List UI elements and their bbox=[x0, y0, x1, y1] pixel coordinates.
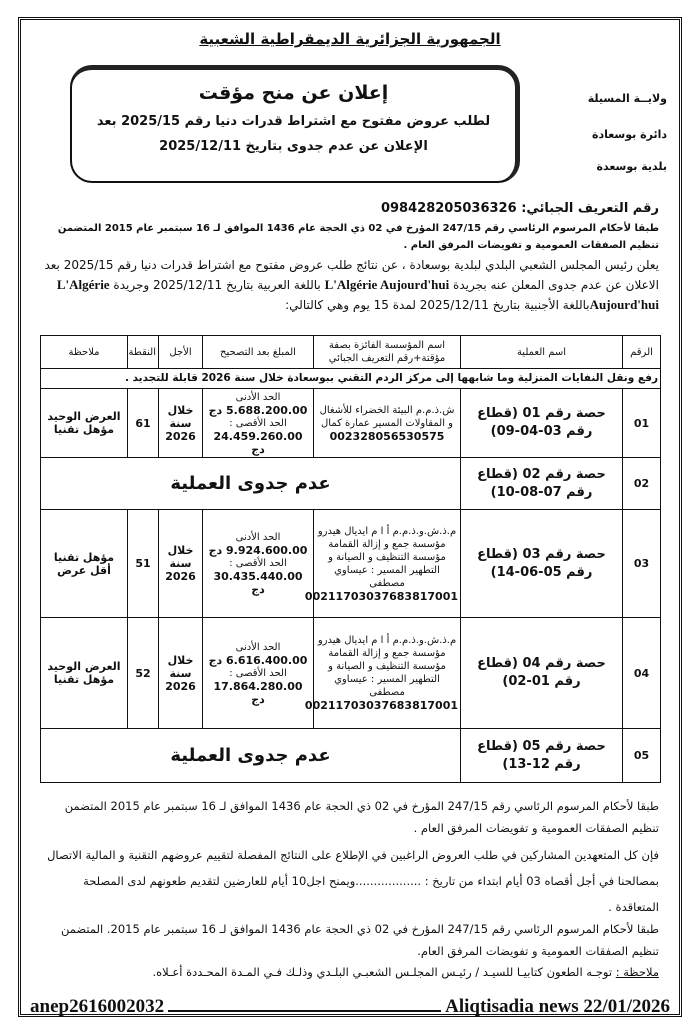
results-table bbox=[40, 335, 661, 783]
col-header-note: ملاحظة bbox=[41, 336, 128, 369]
score: 61 bbox=[128, 389, 159, 458]
col-header-number: الرقم bbox=[623, 336, 661, 369]
min-amount: 6.616.400.00 دج bbox=[208, 653, 308, 667]
table-header-row bbox=[41, 336, 661, 369]
col-header-score: النقطة bbox=[128, 336, 159, 369]
announcement-date-line: الإعلان عن عدم جدوى بتاريخ 2025/12/11 bbox=[159, 139, 428, 154]
max-amount: 17.864.280.00 دج bbox=[213, 679, 303, 706]
score: 51 bbox=[128, 510, 159, 618]
note: مؤهل تقنيا أقل عرض bbox=[41, 510, 128, 618]
daira-label: دائرة بوسعادة bbox=[591, 128, 667, 141]
max-amount: 24.459.260.00 دج bbox=[213, 429, 303, 456]
lot-name: حصة رقم 01 (قطاع رقم 03-04-09) bbox=[461, 389, 623, 458]
score: 52 bbox=[128, 618, 159, 729]
company-nif: 00211703037683817001 bbox=[304, 699, 458, 712]
row-number: 04 bbox=[623, 618, 661, 729]
max-amount: 30.435.440.00 دج bbox=[213, 570, 303, 596]
unsuccessful-label: عدم جدوى العملية bbox=[41, 729, 461, 783]
table-row bbox=[41, 510, 661, 618]
lot-name: حصة رقم 05 (قطاع رقم 12-13) bbox=[461, 729, 623, 783]
delay: خلال سنة 2026 bbox=[159, 389, 203, 458]
decree-reference: طبقا لأحكام المرسوم الرئاسي رقم 247/15 المؤرخ في 02 ذي الحجة عام 1436 الموافق لـ 16 سبتمبر عام 2015 المتضمن تنظيم الصفقات العمومية و تفويضات المرفق العام . bbox=[57, 223, 659, 251]
lot-name: حصة رقم 04 (قطاع رقم 01-02) bbox=[461, 618, 623, 729]
note-text: توجـه الطعون كتابيـا للسيـد / رئيـس المجلـس الشعبـي البلـدي وذلـك فـي المـدة المحـددة أعـلاه. bbox=[152, 965, 613, 979]
footer-divider bbox=[168, 996, 441, 1012]
lot-name: حصة رقم 02 (قطاع رقم 07-08-10) bbox=[461, 458, 623, 510]
bottom-decree-2: طبقا لأحكام المرسوم الرئاسي رقم 247/15 المؤرخ في 02 ذي الحجة عام 1436 الموافق لـ 16 سبتمبر عام 2015. المتضمن تنظيم الصفقات العمومية و تفويضات المرفق العام. bbox=[61, 922, 659, 958]
note-line bbox=[39, 964, 659, 981]
table-row bbox=[41, 389, 661, 458]
col-header-delay: الأجل bbox=[159, 336, 203, 369]
row-number: 01 bbox=[623, 389, 661, 458]
max-label: الحد الأقصى : bbox=[229, 667, 287, 679]
intro-text-3: باللغة الأجنبية بتاريخ 2025/12/11 لمدة 15 يوم وهي كالتالي: bbox=[285, 298, 590, 312]
newspaper-name: L'Algérie Aujourd'hui bbox=[56, 277, 659, 312]
bottom-decree: طبقا لأحكام المرسوم الرئاسي رقم 247/15 المؤرخ في 02 ذي الحجة عام 1436 الموافق لـ 16 سبتمبر عام 2015 المتضمن تنظيم الصفقات العمومية و تفويضات المرفق العام . bbox=[64, 799, 659, 835]
title-box bbox=[70, 65, 520, 183]
unsuccessful-label: عدم جدوى العملية bbox=[41, 458, 461, 510]
col-header-amount: المبلغ بعد التصحيح bbox=[203, 336, 314, 369]
row-number: 05 bbox=[623, 729, 661, 783]
max-label: الحد الأقصى : bbox=[229, 417, 287, 429]
min-amount: 9.924.600.00 دج bbox=[208, 544, 308, 557]
amount-cell bbox=[203, 510, 314, 618]
company-name: ش.ذ.م.م البيئة الخضراء للأشغال و المقاولات المسير عمارة كمال bbox=[319, 404, 455, 429]
intro-text-2: باللغة العربية بتاريخ 2025/12/11 وجريدة bbox=[113, 278, 321, 292]
intro-paragraph bbox=[39, 256, 659, 315]
col-header-company: اسم المؤسسة الفائزة بصفة مؤقتة+رقم التعريف الجبائي bbox=[314, 336, 461, 369]
company-nif: 002328056530575 bbox=[329, 429, 445, 443]
amount-cell bbox=[203, 618, 314, 729]
company-cell bbox=[304, 510, 461, 618]
delay: خلال سنة 2026 bbox=[159, 618, 203, 729]
company-nif: 00211703037683817001 bbox=[304, 589, 458, 603]
row-number: 03 bbox=[623, 510, 661, 618]
announcement-subtitle: لطلب عروض مفتوح مع اشتراط قدرات دنيا رقم 2025/15 بعد bbox=[96, 114, 491, 129]
delay: خلال سنة 2026 bbox=[159, 510, 203, 618]
tax-id-label: رقم التعريف الجبائي: bbox=[521, 201, 659, 216]
company-name: م.ذ.ش.و.ذ.م.م أ ا م ايديال هيدرو مؤسسة جمع و إزالة القمامة مؤسسة التنظيف و الصيانة و التطهير المسير : عيساوي مصطفى bbox=[317, 635, 457, 698]
note-label: ملاحظة : bbox=[615, 965, 659, 979]
min-label: الحد الأدنى bbox=[235, 532, 281, 543]
company-name: م.ذ.ش.و.ذ.م.م أ ا م ايديال هيدرو مؤسسة جمع و إزالة القمامة مؤسسة التنظيف و الصيانة و التطهير المسير : عيساوي مصطفى bbox=[317, 525, 457, 589]
max-label: الحد الأقصى : bbox=[229, 558, 287, 569]
table-row bbox=[41, 458, 661, 510]
project-subject: رفع ونقل النفايات المنزلية وما شابهها إلى مركز الردم التقني ببوسعادة خلال سنة 2026 قابلة للتجديد . bbox=[41, 369, 661, 389]
newspaper-name: L'Algérie Aujourd'hui bbox=[324, 277, 450, 292]
intro-text-1: يعلن رئيس المجلس الشعبي البلدي لبلدية بوسعادة ، عن نتائج طلب عروض مفتوح مع اشتراط قدرات دنيا رقم 2025/15 بعد الاعلان عن عدم جدوى المعلن عنه بجريدة bbox=[44, 258, 659, 292]
tax-id bbox=[39, 200, 659, 217]
wilaya-label: ولايــة المسيلة bbox=[587, 92, 667, 105]
company-cell bbox=[314, 389, 461, 458]
row-number: 02 bbox=[623, 458, 661, 510]
note: العرض الوحيد مؤهل تقنيا bbox=[41, 389, 128, 458]
amount-cell bbox=[203, 389, 314, 458]
table-row bbox=[41, 729, 661, 783]
tax-id-value: 098428205036326 bbox=[380, 201, 517, 216]
table-row bbox=[41, 618, 661, 729]
company-cell bbox=[304, 618, 461, 729]
col-header-operation: اسم العملية bbox=[461, 336, 623, 369]
commune-label: بلدية بوسعدة bbox=[596, 160, 667, 173]
min-label: الحد الأدنى bbox=[235, 391, 281, 403]
announcement-title: إعلان عن منح مؤقت bbox=[198, 82, 389, 104]
lot-name: حصة رقم 03 (قطاع رقم 05-06-14) bbox=[461, 510, 623, 618]
appeal-paragraph: فإن كل المتعهدين المشاركين في طلب العروض الراغبين في الإطلاع على النتائج المفصلة لتقييم عروضهم التقنية و المالية الاتصال بمصالحنا في أجل أقصاه 03 أيام ابتداء من تاريخ : ..................ويمنح اجل10 أيام للعارضين لتقديم طعونهم لدى المصلحة المتعاقدة . bbox=[47, 848, 659, 914]
note: العرض الوحيد مؤهل تقنيا bbox=[41, 618, 128, 729]
anep-reference: anep2616002032 bbox=[30, 996, 165, 1017]
publication-source: Aliqtisadia news 22/01/2026 bbox=[445, 996, 670, 1017]
min-amount: 5.688.200.00 دج bbox=[208, 403, 308, 417]
country-heading: الجمهورية الجزائرية الديمقراطية الشعبية bbox=[199, 30, 501, 48]
min-label: الحد الأدنى bbox=[235, 641, 281, 653]
footer bbox=[30, 996, 670, 1018]
